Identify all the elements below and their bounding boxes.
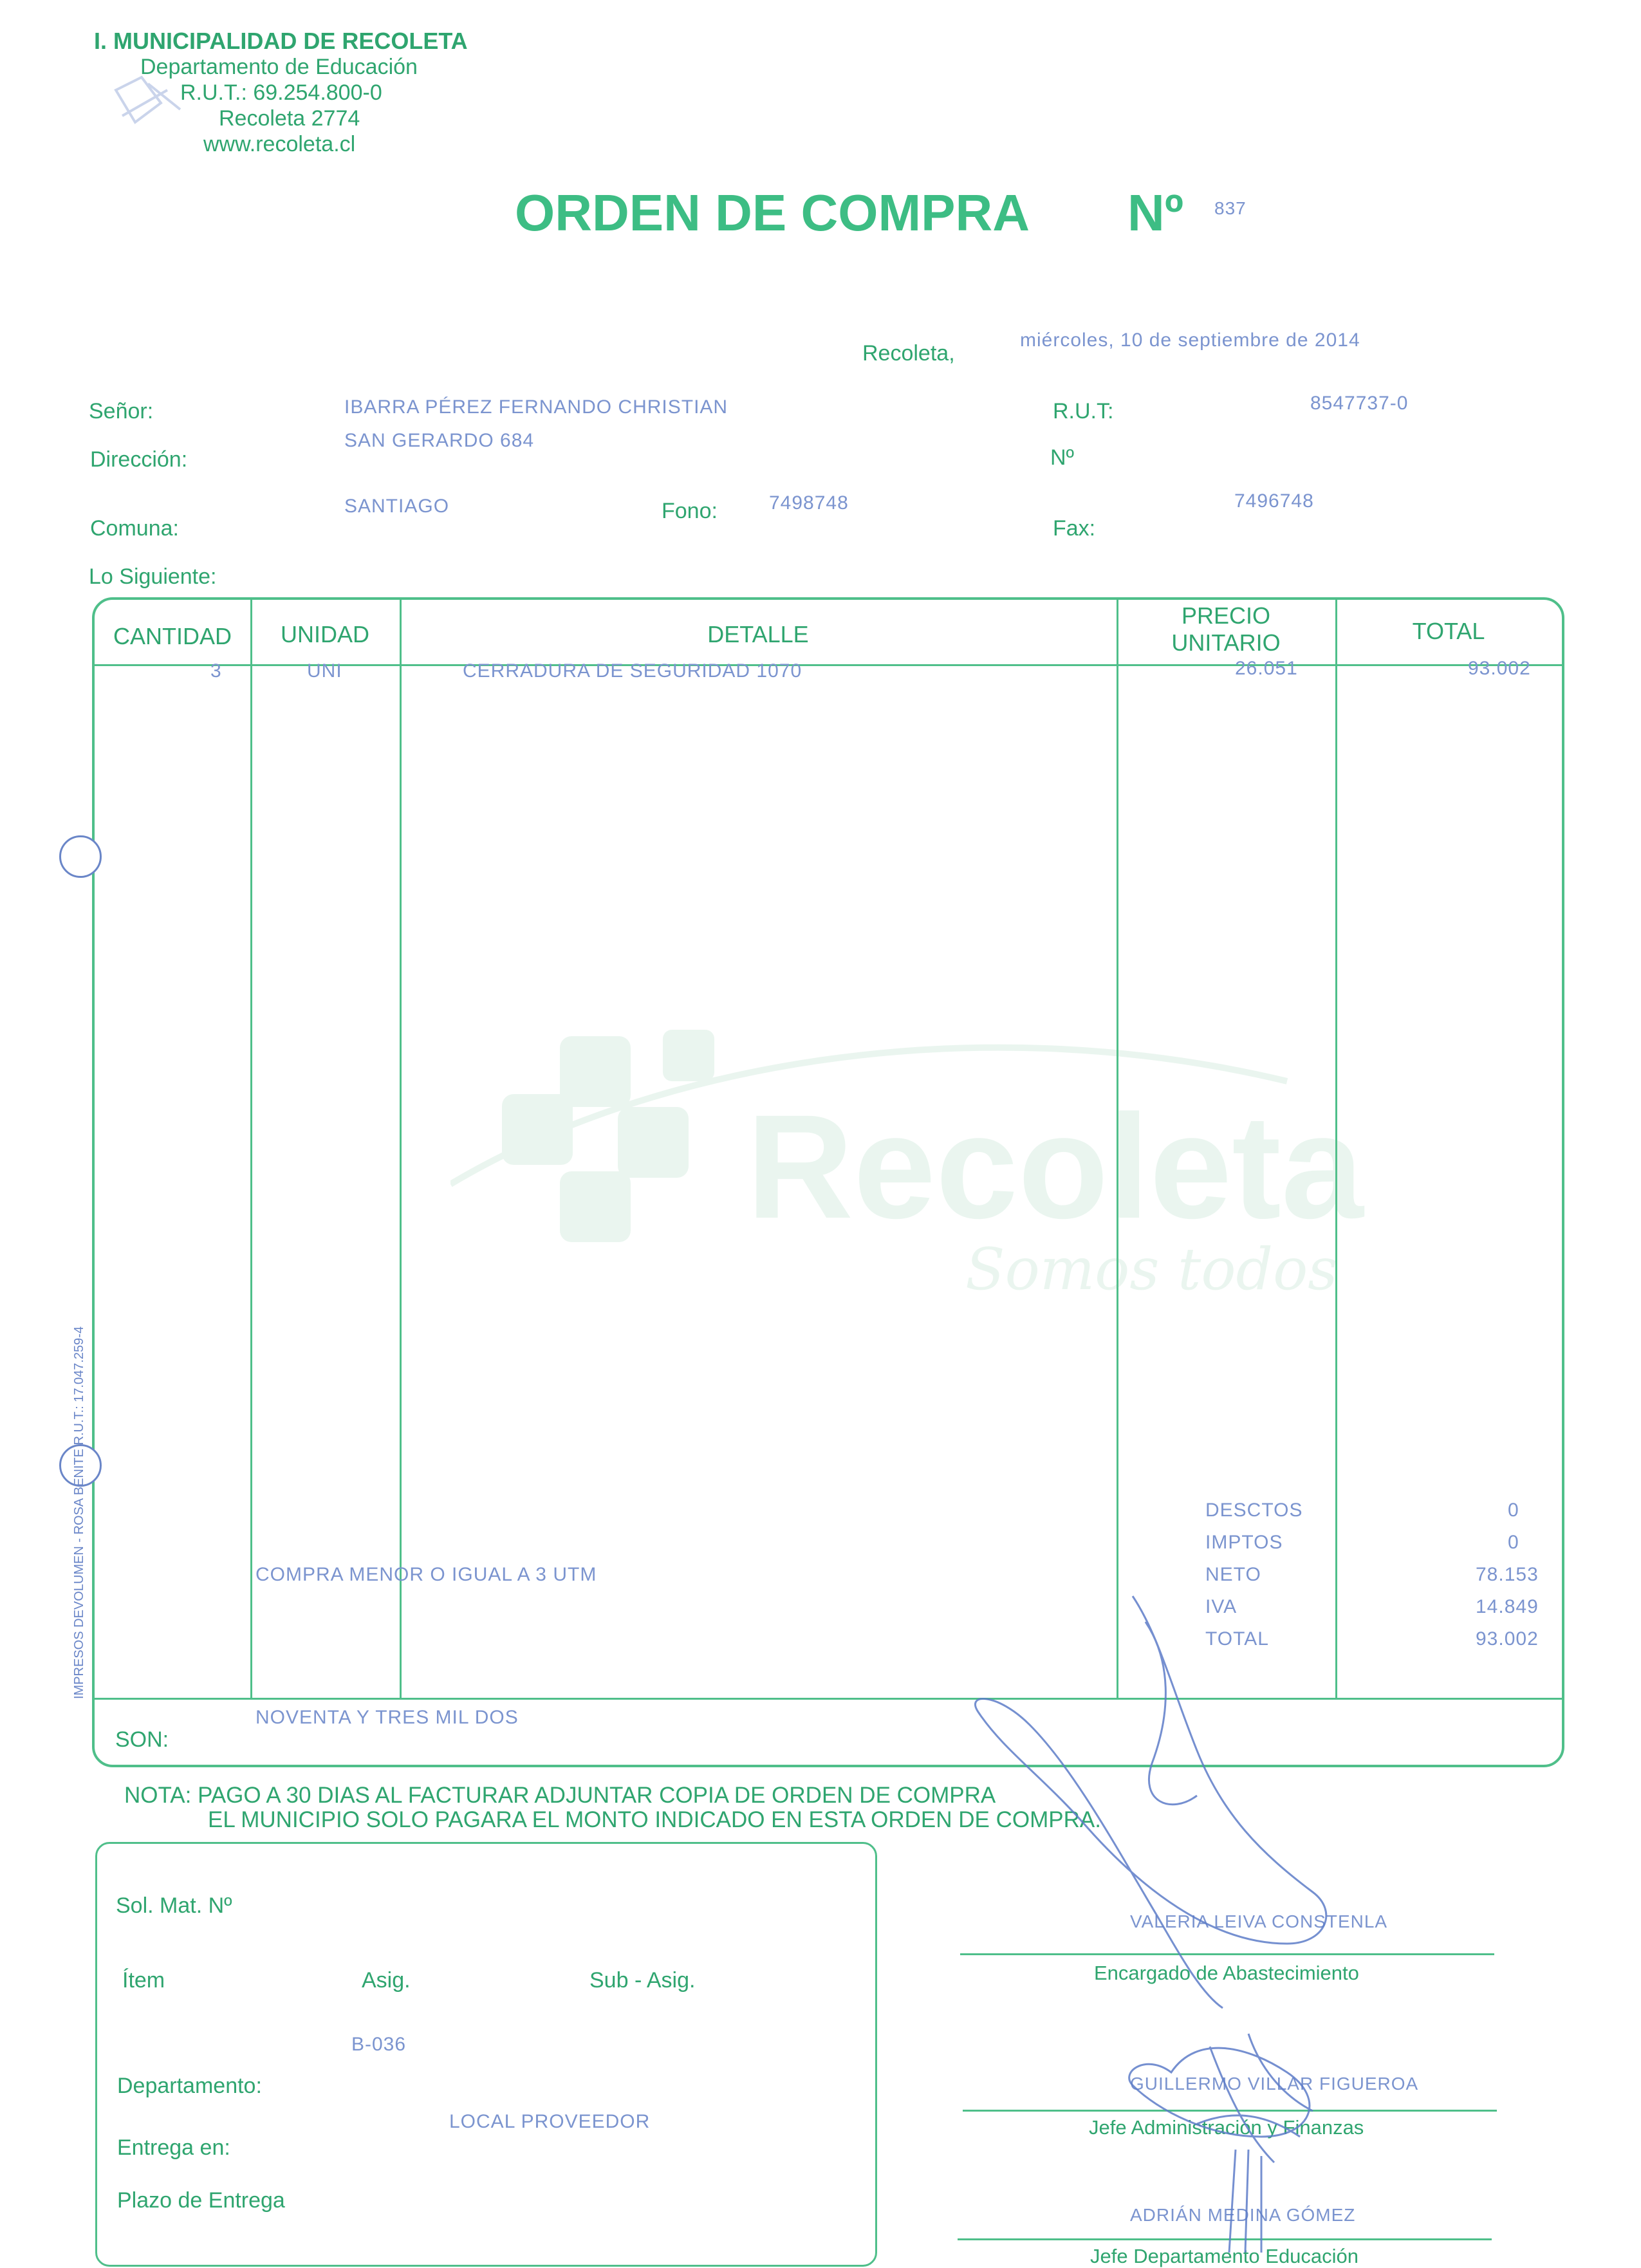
asig-label: Asig.	[362, 1968, 411, 1993]
rut-value: 8547737-0	[1310, 393, 1409, 414]
punch-hole-top	[59, 835, 102, 878]
son-label: SON:	[115, 1727, 169, 1752]
signer-2-name: GUILLERMO VILLAR FIGUEROA	[1130, 2074, 1419, 2094]
col-header-detalle: DETALLE	[707, 621, 809, 647]
rut-label: R.U.T:	[1053, 399, 1114, 423]
org-website: www.recoleta.cl	[203, 132, 356, 156]
imptos-value: 0	[1508, 1532, 1519, 1553]
entrega-value: LOCAL PROVEEDOR	[449, 2111, 651, 2132]
number-label: Nº	[1127, 184, 1183, 241]
col-header-precio-2: UNITARIO	[1171, 629, 1281, 656]
col-divider-1	[250, 600, 252, 1698]
sol-mat-label: Sol. Mat. Nº	[116, 1893, 232, 1918]
order-date: miércoles, 10 de septiembre de 2014	[1020, 330, 1360, 351]
item-value: B-036	[351, 2034, 407, 2055]
row-precio: 26.051	[1235, 658, 1298, 679]
comuna-label: Comuna:	[90, 516, 179, 541]
org-rut: R.U.T.: 69.254.800-0	[180, 80, 382, 105]
col-header-precio-1: PRECIO	[1181, 602, 1271, 629]
watermark-subtext: Somos todos	[965, 1236, 1338, 1303]
direccion-value: SAN GERARDO 684	[344, 430, 535, 451]
signer-2-role: Jefe Administración y Finanzas	[1089, 2116, 1364, 2139]
plazo-label: Plazo de Entrega	[117, 2188, 285, 2213]
org-name: I. MUNICIPALIDAD DE RECOLETA	[94, 28, 468, 54]
iva-label: IVA	[1205, 1596, 1238, 1617]
fono-value: 7498748	[769, 492, 849, 514]
col-header-cantidad: CANTIDAD	[113, 623, 232, 649]
page-title: ORDEN DE COMPRA	[515, 184, 1030, 241]
signer-1-role: Encargado de Abastecimiento	[1094, 1962, 1359, 1984]
row-cantidad: 3	[210, 660, 222, 682]
org-address: Recoleta 2774	[219, 106, 360, 131]
order-number: 837	[1214, 198, 1247, 218]
city-label: Recoleta,	[862, 341, 955, 366]
total-label: TOTAL	[1205, 1628, 1269, 1650]
numero-label: Nº	[1050, 445, 1074, 470]
handwritten-signature	[927, 1583, 1419, 2259]
recoleta-watermark	[450, 1004, 1364, 1339]
nota-line-1: NOTA: PAGO A 30 DIAS AL FACTURAR ADJUNTAR COPIA DE ORDEN DE COMPRA	[124, 1783, 996, 1808]
departamento-label: Departamento:	[117, 2074, 262, 2098]
son-value: NOVENTA Y TRES MIL DOS	[255, 1707, 519, 1728]
row-detalle: CERRADURA DE SEGURIDAD 1070	[463, 660, 802, 682]
item-label: Ítem	[122, 1968, 165, 1993]
printer-side-text: IMPRESOS DEVOLUMEN - ROSA BENITE R.U.T.: 17.047.259-4	[72, 1326, 86, 1699]
col-header-unidad: UNIDAD	[280, 621, 369, 647]
senor-label: Señor:	[89, 399, 154, 423]
purchase-note: COMPRA MENOR O IGUAL A 3 UTM	[255, 1564, 597, 1585]
senor-value: IBARRA PÉREZ FERNANDO CHRISTIAN	[344, 396, 728, 418]
row-unidad: UNI	[307, 660, 342, 682]
signer-1-name: VALERIA LEIVA CONSTENLA	[1130, 1911, 1388, 1931]
stamp-mark	[103, 64, 199, 142]
signer-3-name: ADRIÁN MEDINA GÓMEZ	[1130, 2205, 1356, 2225]
signer-3-role: Jefe Departamento Educación	[1090, 2245, 1359, 2267]
col-divider-2	[400, 600, 402, 1698]
nota-line-2: EL MUNICIPIO SOLO PAGARA EL MONTO INDICADO EN ESTA ORDEN DE COMPRA.	[208, 1807, 1101, 1832]
fax-value: 7496748	[1234, 490, 1314, 512]
direccion-label: Dirección:	[90, 447, 188, 472]
desctos-value: 0	[1508, 1500, 1519, 1521]
row-total: 93.002	[1468, 658, 1531, 679]
iva-value: 14.849	[1476, 1596, 1539, 1617]
comuna-value: SANTIAGO	[344, 496, 450, 517]
neto-value: 78.153	[1476, 1564, 1539, 1585]
total-value: 93.002	[1476, 1628, 1539, 1650]
fono-label: Fono:	[662, 499, 718, 523]
neto-label: NETO	[1205, 1564, 1261, 1585]
imptos-label: IMPTOS	[1205, 1532, 1283, 1553]
lo-siguiente-label: Lo Siguiente:	[89, 564, 217, 589]
dept-name: Departamento de Educación	[140, 55, 418, 79]
fax-label: Fax:	[1053, 516, 1096, 541]
desctos-label: DESCTOS	[1205, 1500, 1303, 1521]
watermark-text: Recoleta	[746, 1084, 1364, 1249]
entrega-label: Entrega en:	[117, 2135, 230, 2160]
sub-asig-label: Sub - Asig.	[589, 1968, 696, 1993]
col-header-total: TOTAL	[1412, 618, 1485, 644]
